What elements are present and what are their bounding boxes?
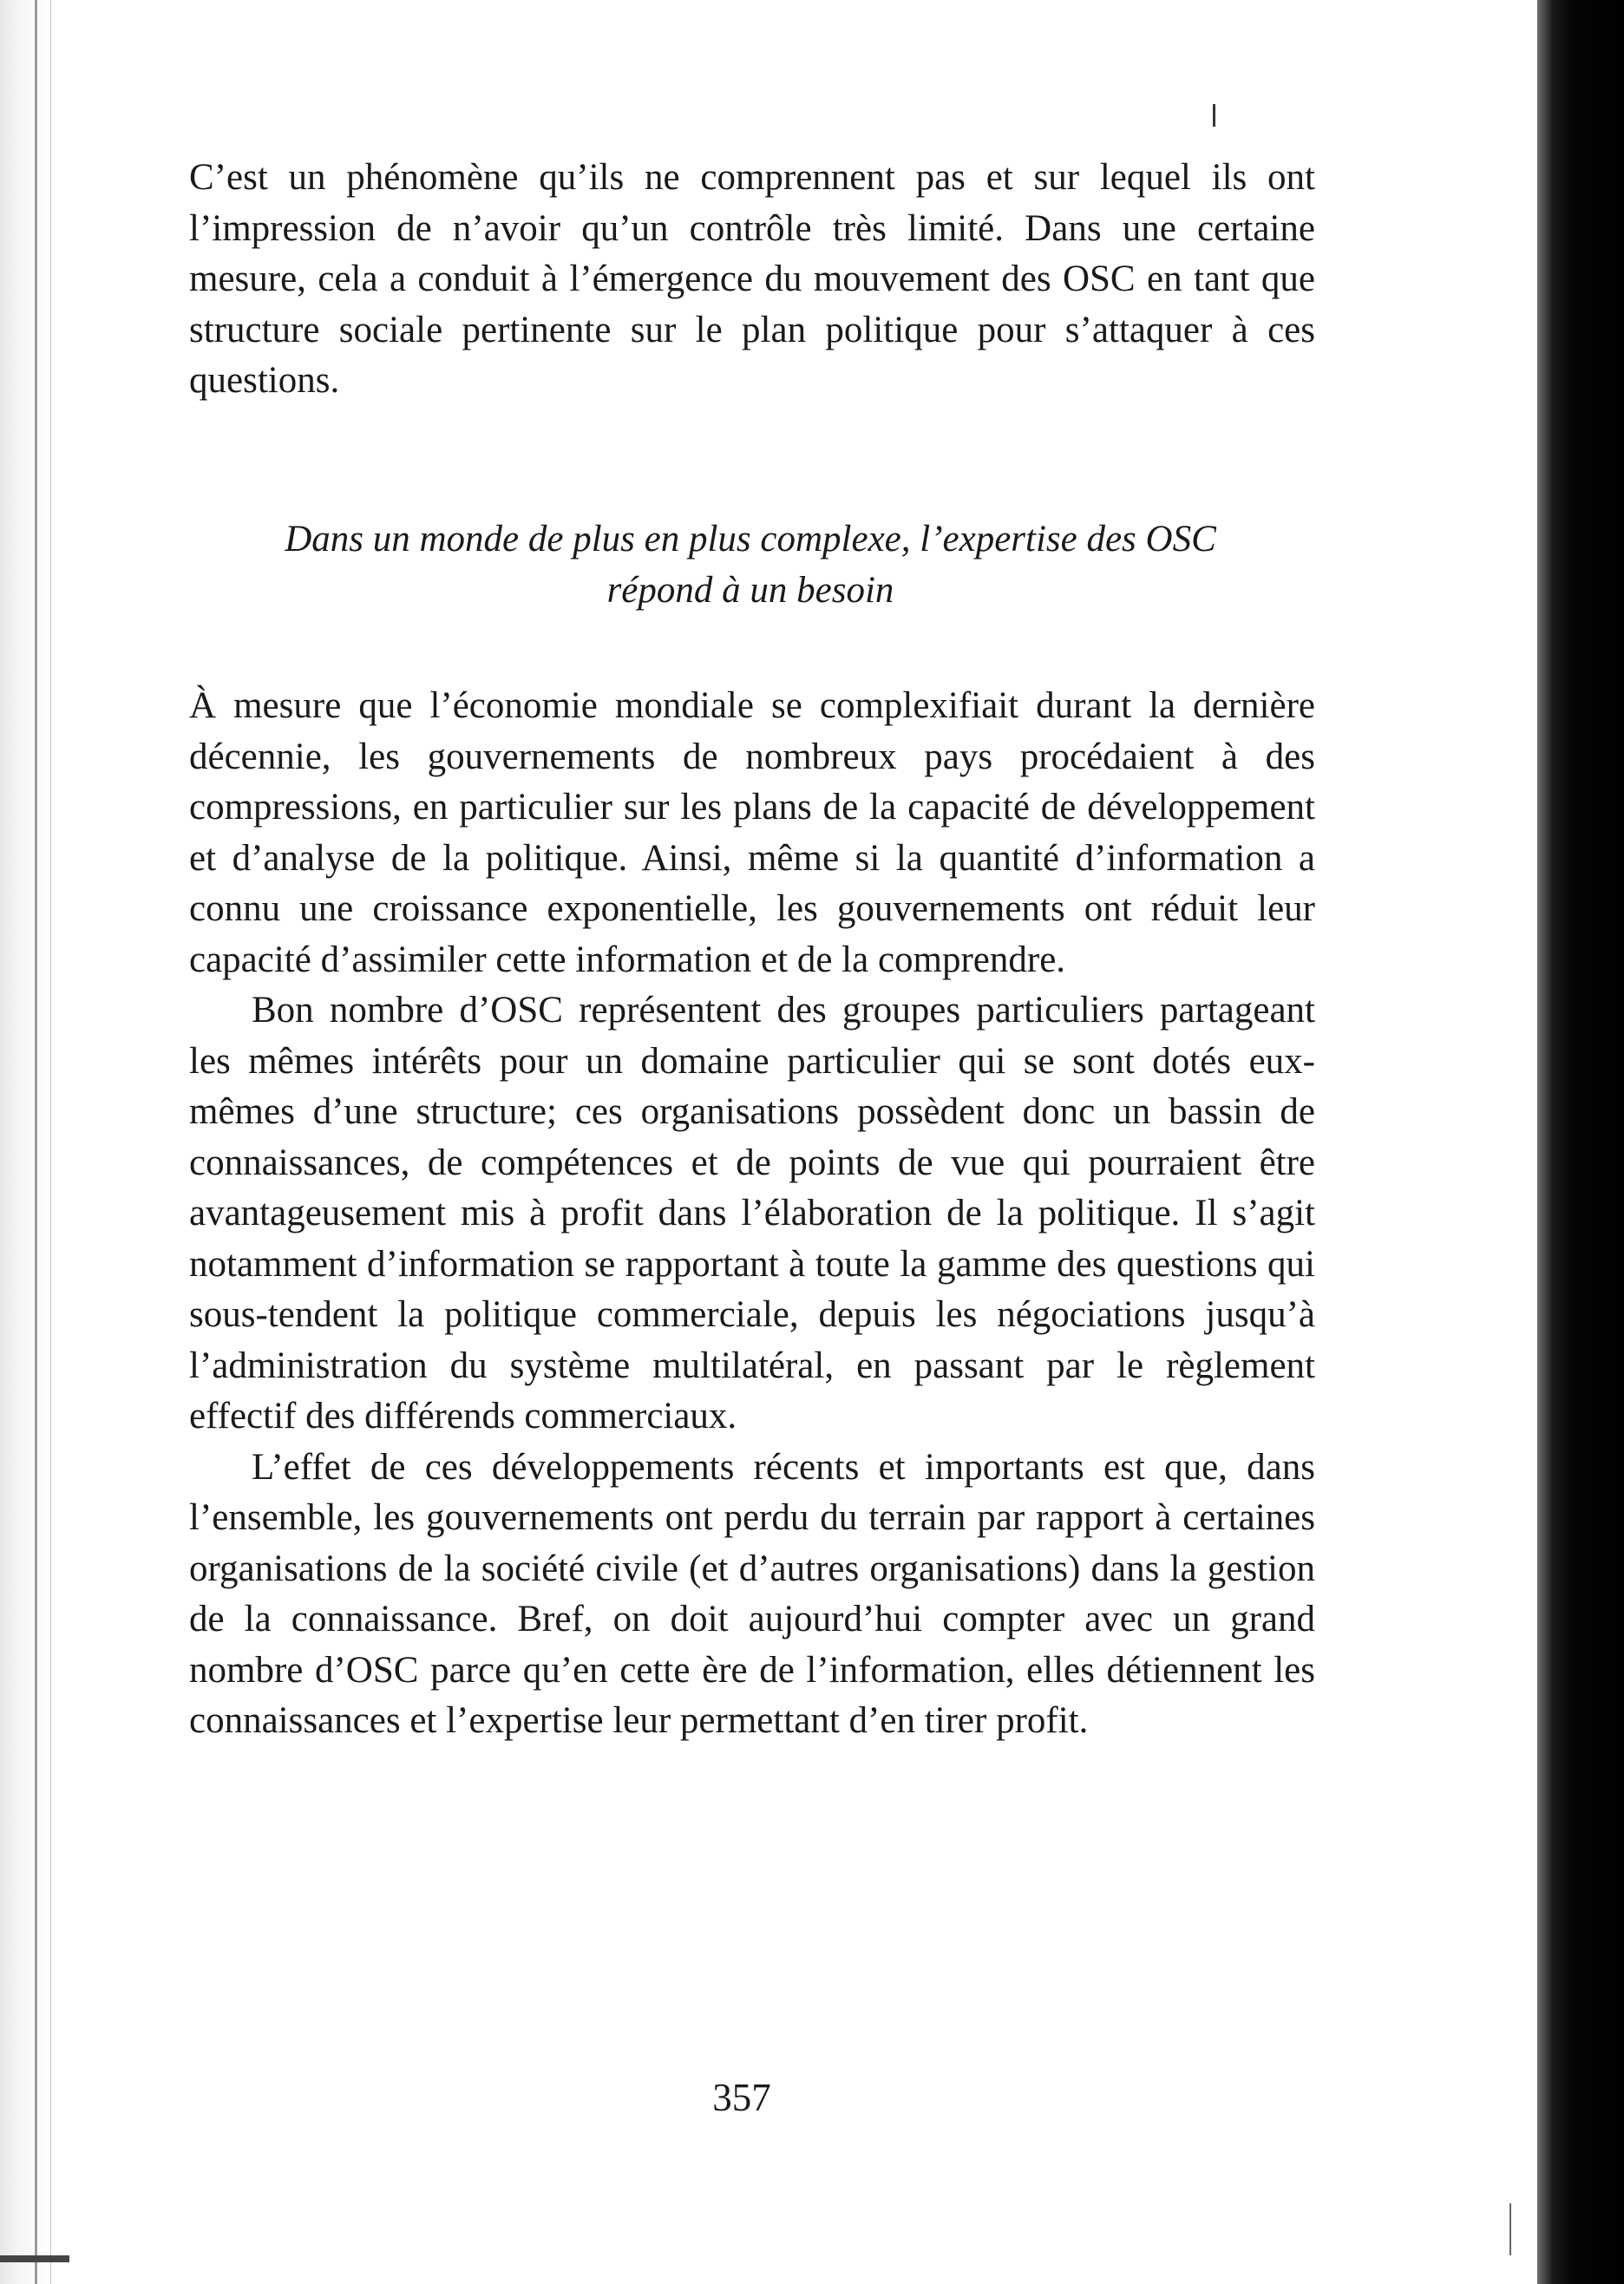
intro-paragraph-block bbox=[189, 153, 1315, 407]
body-text-block bbox=[189, 681, 1315, 1747]
intro-paragraph: C’est un phénomène qu’ils ne comprennent pas et sur lequel ils ont l’impression de n’avoir qu’un contrôle très limité. Dans une certaine mesure, cela a conduit à l’émergence du mouvement des OSC en tant que structure sociale pertinente sur le plan politique pour s’attaquer à ces questions. bbox=[189, 157, 1315, 401]
binding-line bbox=[35, 0, 37, 2284]
section-heading-line-1: Dans un monde de plus en plus complexe, l’expertise des OSC bbox=[285, 519, 1216, 560]
body-paragraph-1: À mesure que l’économie mondiale se complexifiait durant la dernière décennie, les gouvernements de nombreux pays procédaient à des compressions, en particulier sur les plans de la capacité de développement et d’analyse de la politique. Ainsi, même si la quantité d’information a connu une croissance exponentielle, les gouvernements ont réduit leur capacité d’assimiler cette information et de la comprendre. bbox=[189, 685, 1315, 980]
page-right-shadow bbox=[1537, 0, 1624, 2284]
page-number: 357 bbox=[712, 2076, 771, 2119]
section-heading-line-2: répond à un besoin bbox=[606, 570, 894, 611]
body-paragraph-3: L’effet de ces développements récents et importants est que, dans l’ensemble, les gouvernements ont perdu du terrain par rapport à certaines organisations de la société civile (et d’autres organisations) dans la gestion de la connaissance. Bref, on doit aujourd’hui compter avec un grand nombre d’OSC parce qu’en cette ère de l’information, elles détiennent les connaissances et l’expertise leur permettant d’en tirer profit. bbox=[189, 1446, 1315, 1741]
binding-corner-mark bbox=[0, 2255, 69, 2262]
binding-line-secondary bbox=[50, 0, 51, 2284]
scan-mark-top bbox=[1213, 104, 1215, 127]
body-paragraph-2: Bon nombre d’OSC représentent des groupes particuliers partageant les mêmes intérêts pour un domaine particulier qui se sont dotés eux-mêmes d’une structure; ces organisations possèdent donc un bassin de connaissances, de compétences et de points de vue qui pourraient être avantageusement mis à profit dans l’élaboration de la politique. Il s’agit notamment d’information se rapportant à toute la gamme des questions qui sous-tendent la politique commerciale, depuis les négociations jusqu’à l’administration du système multilatéral, en passant par le règlement effectif des différends commerciaux. bbox=[189, 990, 1315, 1436]
page-left-shadow bbox=[0, 0, 61, 2284]
section-heading bbox=[174, 514, 1327, 616]
scan-mark-bottom-right bbox=[1509, 2203, 1511, 2255]
